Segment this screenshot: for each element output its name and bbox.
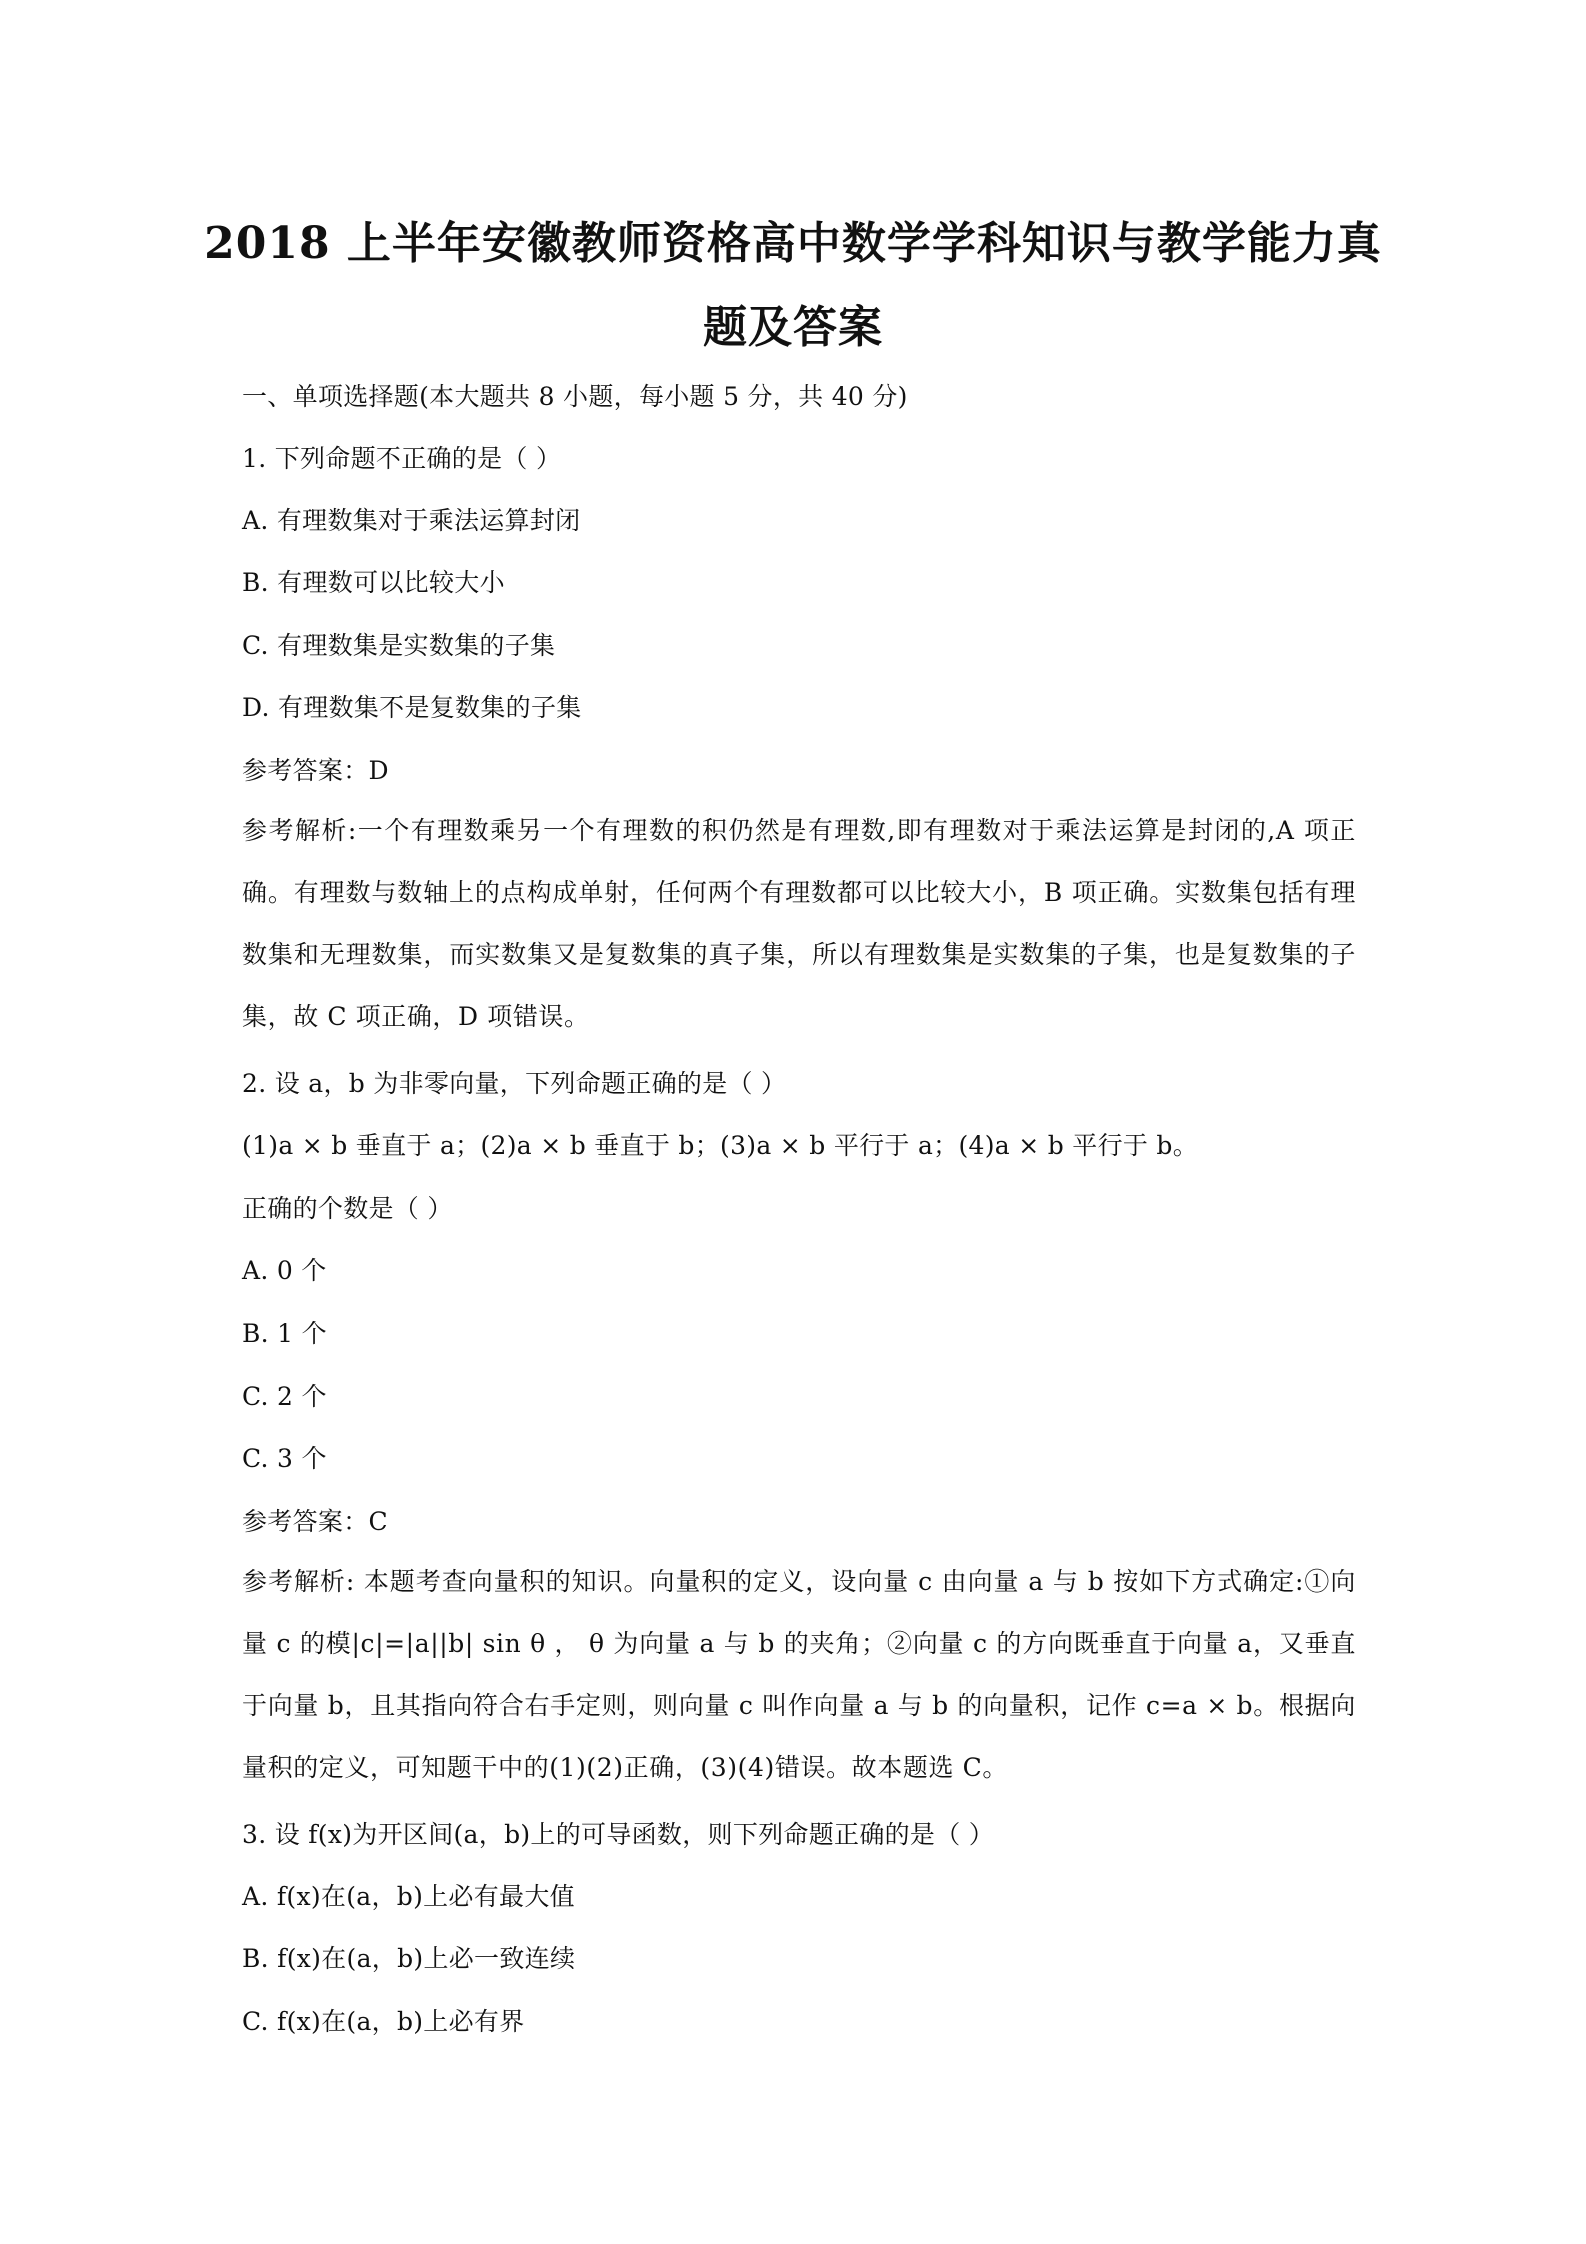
question-3-option-b: B. f(x)在(a，b)上必一致连续 xyxy=(242,1944,576,1973)
question-1-analysis: 参考解析:一个有理数乘另一个有理数的积仍然是有理数,即有理数对于乘法运算是封闭的,A 项正确。有理数与数轴上的点构成单射，任何两个有理数都可以比较大小，B 项正确。实数集包括有理数集和无理数集，而实数集又是复数集的真子集，所以有理数集是实数集的子集，也是复数集的子集，故 C 项正确，D 项错误。 xyxy=(242,816,1356,1031)
question-2-prompt: 正确的个数是（ ） xyxy=(242,1194,453,1223)
question-2-statements: (1)a × b 垂直于 a；(2)a × b 垂直于 b；(3)a × b 平行于 a；(4)a × b 平行于 b。 xyxy=(242,1131,1199,1160)
question-3-stem: 3. 设 f(x)为开区间(a，b)上的可导函数，则下列命题正确的是（ ） xyxy=(242,1820,995,1849)
question-3-option-c: C. f(x)在(a，b)上必有界 xyxy=(242,2007,525,2036)
question-2-stem: 2. 设 a，b 为非零向量，下列命题正确的是（ ） xyxy=(242,1069,787,1098)
question-2-option-b: B. 1 个 xyxy=(242,1319,327,1348)
question-2-option-d: C. 3 个 xyxy=(242,1444,327,1473)
question-1-stem: 1. 下列命题不正确的是（ ） xyxy=(242,444,562,473)
question-2-option-a: A. 0 个 xyxy=(242,1256,327,1285)
document-title-line-2: 题及答案 xyxy=(703,302,883,353)
question-2-answer: 参考答案：C xyxy=(242,1507,388,1536)
question-1-answer: 参考答案：D xyxy=(242,756,389,785)
question-3-option-a: A. f(x)在(a，b)上必有最大值 xyxy=(242,1882,575,1911)
document-title-line-1: 2018 上半年安徽教师资格高中数学学科知识与教学能力真 xyxy=(204,218,1382,269)
question-1-option-b: B. 有理数可以比较大小 xyxy=(242,568,505,597)
question-2-option-c: C. 2 个 xyxy=(242,1382,327,1411)
question-1-option-c: C. 有理数集是实数集的子集 xyxy=(242,631,556,660)
section-heading: 一、单项选择题(本大题共 8 小题，每小题 5 分，共 40 分) xyxy=(242,382,908,411)
question-2-analysis: 参考解析: 本题考查向量积的知识。向量积的定义，设向量 c 由向量 a 与 b 按如下方式确定:①向量 c 的模|c|=|a||b| sin θ ， θ 为向量 a 与 b 的夹角；②向量 c 的方向既垂直于向量 a，又垂直于向量 b，且其指向符合右手定则，则向量 c 叫作向量 a 与 b 的向量积，记作 c=a × b。根据向量积的定义，可知题干中的(1)(2)正确，(3)(4)错误。故本题选 C。 xyxy=(242,1567,1356,1782)
question-1-option-a: A. 有理数集对于乘法运算封闭 xyxy=(242,506,581,535)
question-1-option-d: D. 有理数集不是复数集的子集 xyxy=(242,693,582,722)
